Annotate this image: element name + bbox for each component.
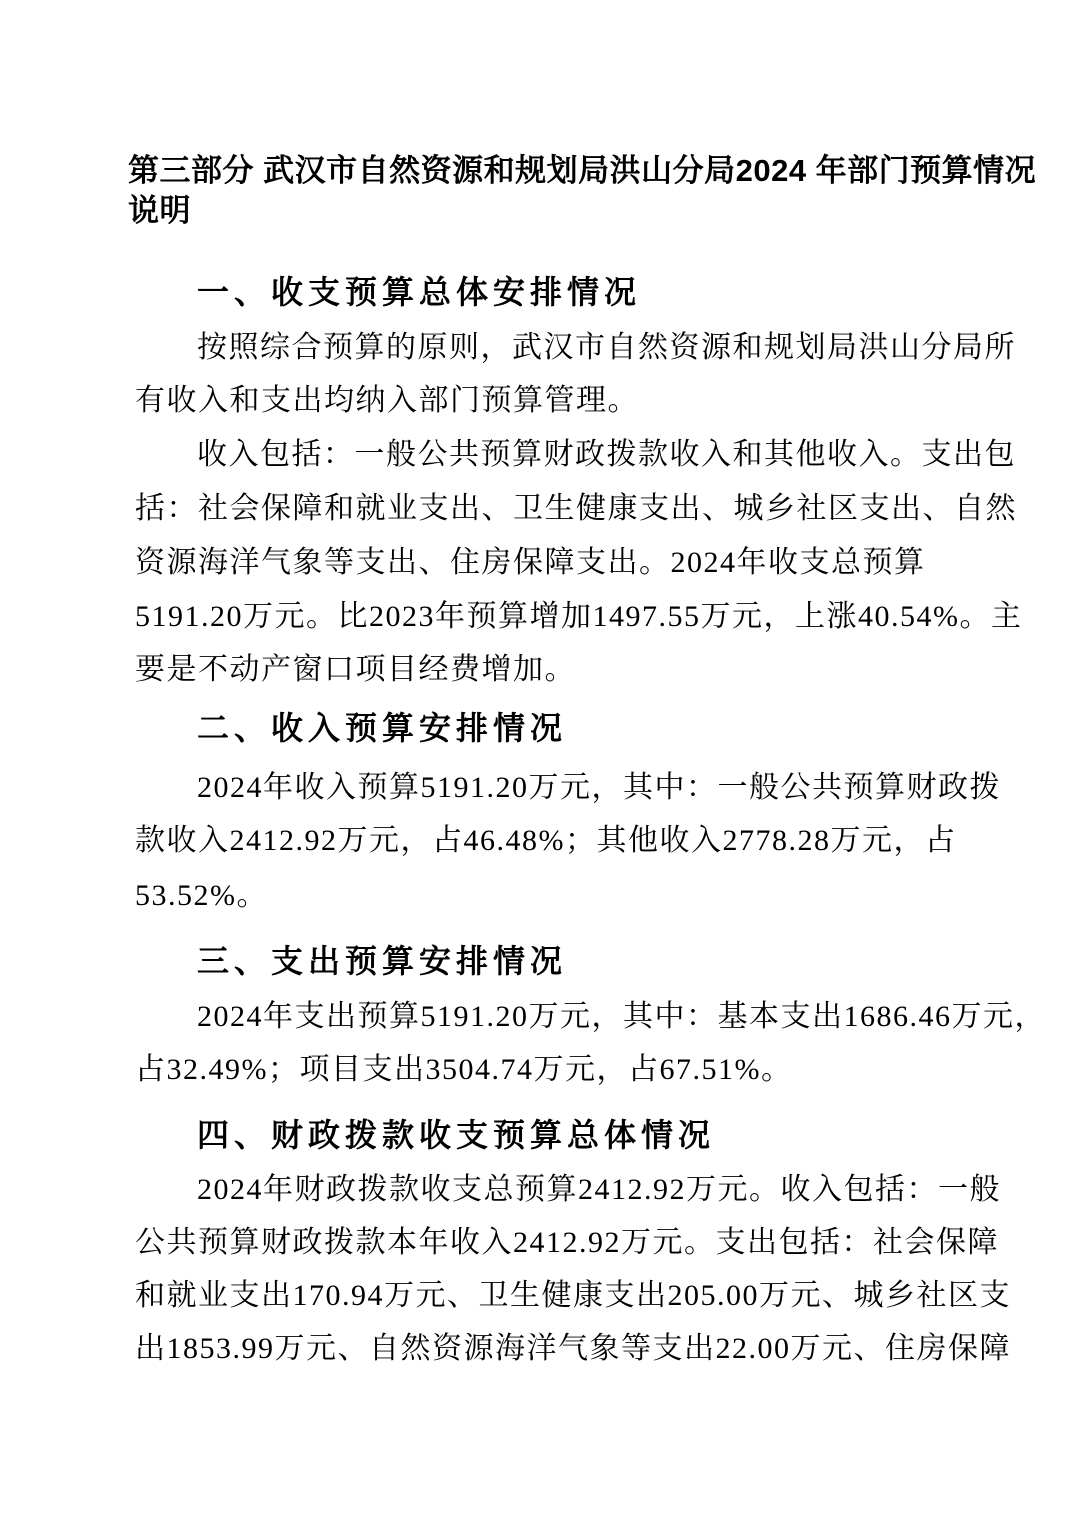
section-3-line-1: 2024年支出预算5191.20万元，其中：基本支出1686.46万元， bbox=[197, 1000, 1046, 1033]
section-4-line-3: 和就业支出170.94万元、卫生健康支出205.00万元、城乡社区支 bbox=[135, 1279, 1011, 1312]
section-4-line-4: 出1853.99万元、自然资源海洋气象等支出22.00万元、住房保障 bbox=[135, 1332, 1011, 1365]
section-3-heading: 三、支出预算安排情况 bbox=[197, 943, 568, 979]
section-4-heading: 四、财政拨款收支预算总体情况 bbox=[197, 1117, 716, 1153]
document-title-line-2: 说明 bbox=[128, 193, 191, 228]
section-2-line-3: 53.52%。 bbox=[135, 879, 268, 912]
section-1-heading: 一、收支预算总体安排情况 bbox=[197, 274, 642, 310]
section-1-line-4: 括：社会保障和就业支出、卫生健康支出、城乡社区支出、自然 bbox=[135, 492, 1017, 525]
section-3-line-2: 占32.49%；项目支出3504.74万元，占67.51%。 bbox=[135, 1053, 793, 1086]
section-1-line-3: 收入包括：一般公共预算财政拨款收入和其他收入。支出包 bbox=[197, 438, 1016, 471]
section-1-line-7: 要是不动产窗口项目经费增加。 bbox=[135, 653, 576, 686]
section-1-line-6: 5191.20万元。比2023年预算增加1497.55万元，上涨40.54%。主 bbox=[135, 600, 1023, 633]
section-2-line-2: 款收入2412.92万元，占46.48%；其他收入2778.28万元，占 bbox=[135, 824, 957, 857]
section-1-line-5: 资源海洋气象等支出、住房保障支出。2024年收支总预算 bbox=[135, 546, 926, 579]
section-1-line-2: 有收入和支出均纳入部门预算管理。 bbox=[135, 384, 639, 417]
section-4-line-1: 2024年财政拨款收支总预算2412.92万元。收入包括：一般 bbox=[197, 1173, 1001, 1206]
section-1-line-1: 按照综合预算的原则，武汉市自然资源和规划局洪山分局所 bbox=[197, 331, 1016, 364]
section-2-line-1: 2024年收入预算5191.20万元，其中：一般公共预算财政拨 bbox=[197, 771, 1001, 804]
document-title-line-1: 第三部分 武汉市自然资源和规划局洪山分局2024 年部门预算情况 bbox=[128, 153, 1037, 188]
section-2-heading: 二、收入预算安排情况 bbox=[197, 710, 568, 746]
section-4-line-2: 公共预算财政拨款本年收入2412.92万元。支出包括：社会保障 bbox=[135, 1226, 999, 1259]
